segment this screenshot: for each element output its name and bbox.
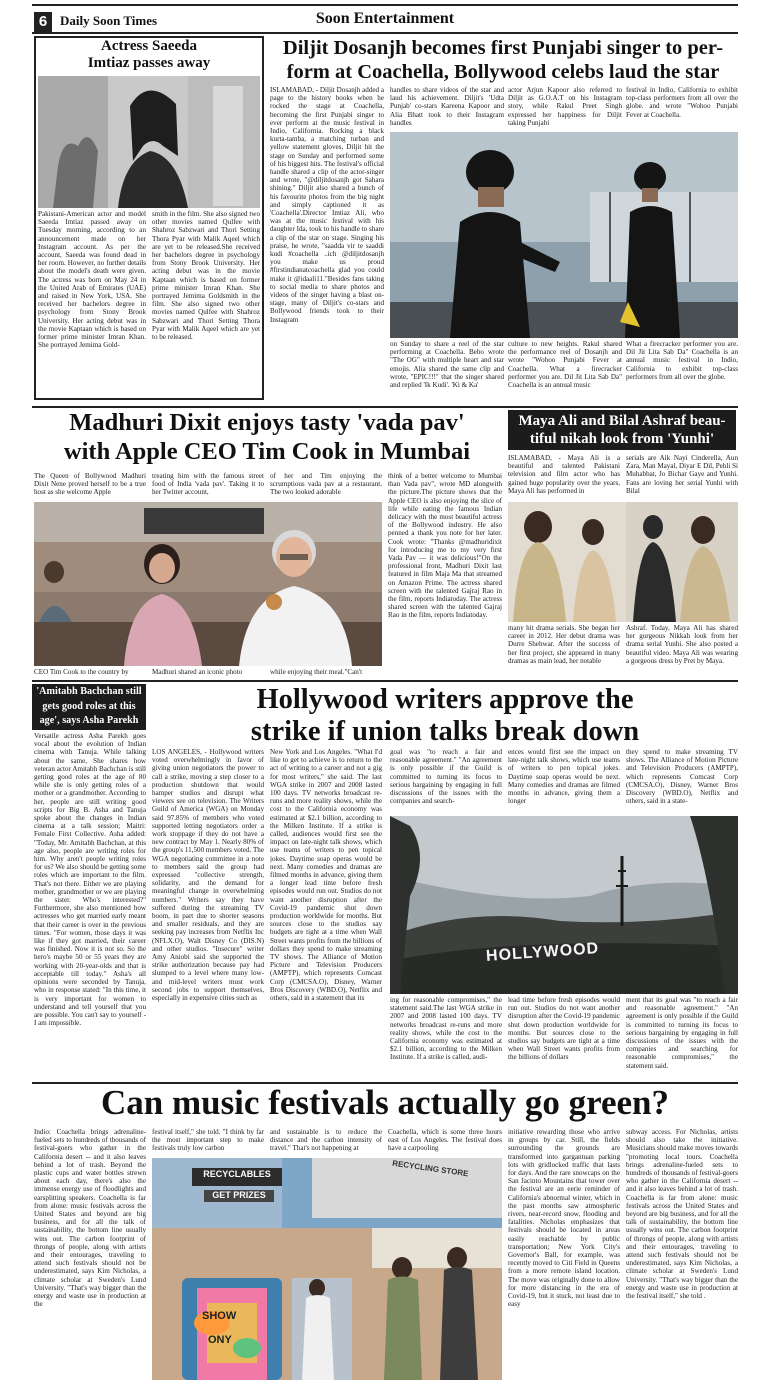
paper-name: Daily Soon Times xyxy=(60,13,158,28)
festivals-sign-get-prizes: GET PRIZES xyxy=(212,1190,266,1200)
diljit-headline xyxy=(268,36,738,84)
festivals-body-col6: subway access. For Nicholas, artists should also take the initiative. Musicians should make moves towards "promoting local tours. Coachella brings adrenaline-fueled sets to hundreds of thousands of festival-goers who gather in the California desert -- and it also leaves behind a lot of trash. Coachella is far from alone: music festivals across the United States and beyond are big business, and for all the talk of sustainability, the bottom line usually wins out. The carbon footprint of throngs of people, along with artists and their entourages, traveling to attend such festivals should not be underestimated, says Kim Nicholas, a climate scholar at Sweden's Lund University. "That's way bigger than the energy and waste use in production at the festival itself," she told . xyxy=(626,1128,738,1301)
festivals-body-col2-top: festival itself," she told. "I think by far the most important step to make festivals truly low carbon xyxy=(152,1128,264,1153)
madhuri-body-col3-bottom: while enjoying their meal."Can't xyxy=(270,668,363,676)
madhuri-photo xyxy=(34,502,382,666)
diljit-body-col1: ISLAMABAD, - Diljit Dosanjh added a page to the history books when he rocked the stage at Coachella, becoming the first Punjabi singer to ever perform at the music festival in Indio, California. Rocking a black kurta-tamba, a matching turban and yellow statement gloves, Diljit hit the stage on Sunday and performed some of his biggest hits. The festival's official handle shared a clip of the actor-singer and wrote, "@diljitdosanjh got Sahara shining." Diljit also shared a bunch of his favourite photos from the big night and simply captioned it as 'Coachella'.Director Imtiaz Ali, who was at the music festival with his daughter Ida, took to his handle to share a clip of the star on stage. Singing his praise, he wrote, "saadda vir te saaddi kudi #coachella ..ich @diljitdosanjh you make us proud #firstindianatcoachella glad you could make it @idaali11."Besides fans taking to social media to share photos and videos of the singer having a blast on-stage, many of Diljit's co-stars and Bollywood friends took to their Instagram xyxy=(270,86,384,324)
hollywood-body-col5-top: they spend to make streaming TV shows. The Alliance of Motion Picture and Television Producers (AMPTP), which represents Comcast Corp (CMCSA.O), Disney, Warner Bros Discovery (WBD.O), Netflix and others, said in a state- xyxy=(626,748,738,806)
maya-headline xyxy=(508,412,736,448)
hollywood-body-col4-bottom: lead time before fresh episodes would run out. Studios do not want another disruption after the Covid-19 pandemic shut down production worldwide for months. But sources close to the studios say budgets are tight at a time when Wall Street wants profits from the billions of dollars xyxy=(508,996,620,1062)
madhuri-body-col3-top: of her and Tim enjoying the scrumptious vada pav at a restaurant. The two looked adorable xyxy=(270,472,382,497)
hollywood-body-col2: New York and Los Angeles. "What I'd like to get to achieve is to return to the act of writing to a career and not a gig for most writers," she said. The last WGA strike in 2007 and 2008 lasted 100 days. TV networks broadcast re-runs and more reality shows, while the cost to the California economy was estimated at $2.1 billion, according to the Milken Institute. If a strike is called, audiences would first see the impact on late-night talk shows, which use teams of writers to pen topical jokes. Daytime soap operas would be next. Many comedies and dramas are filmed months in advance, giving them a longer lead time before fresh episodes would run out. Studios do not want another disruption after the Covid-19 pandemic shut down production worldwide for months. But sources close to the studios say budgets are tight at a time when Wall Street wants profits from the billions of dollars they spend to make streaming TV shows. The Alliance of Motion Picture and Television Producers (AMPTP), which represents Comcast Corp (CMCSA.O), Disney, Warner Bros Discovery (WBD.O), Netflix and others, said in a statement that its xyxy=(270,748,382,1003)
madhuri-body-col4: think of a better welcome to Mumbai than Vada pav", wrote MD alongwith the picture.The picture shows that the Apple CEO is also enjoying the slice of life while eating the famous Indian delicacy with the most beautiful actress of the Bollywood industry. He also penned a thank you note for her later. Cook wrote: "Thanks @madhuridixit for introducing me to my very first Vada Pav — it was delicious!"On the professional front, Madhuri Dixit last featured in film Maja Ma that streamed on Amazon Prime. The actress shared screen with the talented Gajraj Rao in the film, reports Indiatoday. The actress shared screen with the talented Gajraj Rao in the film, reports Indiatoday. xyxy=(388,472,502,620)
row2-divider xyxy=(32,680,738,682)
festivals-sign-show: SHOW xyxy=(202,1310,237,1322)
maya-headline-line1: Maya Ali and Bilal Ashraf beau- xyxy=(518,413,726,429)
amitabh-headline xyxy=(32,685,146,729)
hollywood-headline-line2: strike if union talks break down xyxy=(250,716,640,747)
madhuri-headline-line1: Madhuri Dixit enjoys tasty 'vada pav' xyxy=(69,409,465,436)
festivals-body-col4-top: Coachella, which is some three hours east of Los Angeles. The festival does have a carpooling xyxy=(388,1128,502,1153)
saeeda-headline xyxy=(36,38,262,72)
festivals-headline: Can music festivals actually go green? xyxy=(100,1083,670,1122)
maya-body-col1-top: ISLAMABAD, - Maya Ali is a beautiful and talented Pakistani television and film actor who has gained huge popularity over the years, Maya Ali has performed in xyxy=(508,454,620,495)
maya-photo xyxy=(508,502,738,622)
amitabh-headline-line2: gets good roles at this xyxy=(42,700,136,712)
maya-headline-line2: tiful nikah look from 'Yunhi' xyxy=(529,431,715,447)
diljit-body-col3-bottom: culture to new heights. Rakul shared the performance reel of Dosanjh and wrote "Wohoo Punjabi Fever at Coachella. What a firecracker performer you are. Dil Jit Lita Sab Da" Coachella is an annual music xyxy=(508,340,622,390)
maya-body-col2-bottom: Ashraf. Today, Maya Ali has shared her gorgeous Nikkah look from her drama serial Yunhi. She also posted a beautiful video. Maya Ali was wearing a gorgeous dress by Pret by Maya. xyxy=(626,624,738,665)
amitabh-headline-line3: age', says Asha Parekh xyxy=(39,715,139,726)
hollywood-body-col4-top: ences would first see the impact on late-night talk shows, which use teams of writers to pen topical jokes. Daytime soap operas would be next. Many comedies and dramas are filmed months in advance, giving them a longer xyxy=(508,748,620,806)
diljit-body-col2-bottom: on Sunday to share a reel of the star performing at Coachella. Bebo wrote "The OG" with multiple heart and star emojis. Alia shared the same clip and wrote, "EPIC!!!" that the singer shared and replied 'Ik Kudi'. 'Ki & Ka' xyxy=(390,340,504,390)
hollywood-body-col3-top: goal was "to reach a fair and reasonable agreement." "An agreement is only possible if the Guild is committed to turning its focus to serious bargaining by engaging in full discussions of the issues with the companies and search- xyxy=(390,748,502,806)
section-title: Soon Entertainment xyxy=(315,10,455,27)
madhuri-body-col1-bottom: CEO Tim Cook to the country by xyxy=(34,668,129,676)
madhuri-body-col2-top: treating him with the famous street food of India 'vada pav'. Taking it to her Twitter account, xyxy=(152,472,264,497)
amitabh-headline-line1: 'Amitabh Bachchan still xyxy=(36,686,142,697)
saeeda-body-col2: smith in the film. She also signed two other movies named Qulfee with Shahroz Sabzwari and Thori Setting Thora Pyar with Malik Aqeel which are yet to be released.She received her bachelors degree in psychology from Stony Brook University. Her acting debut was in the movie Kaptaan which is based on former prime minister Imran Khan. She portrayed Jemima Goldsmith in the film. She also signed two other movies named Qulfee with Shahroz Sabzwari and Thori Setting Thora Pyar with Malik Aqeel which are yet to be released. xyxy=(152,210,260,342)
hollywood-headline xyxy=(152,684,738,748)
madhuri-body-col1-top: The Queen of Bollywood Madhuri Dixit Nene proved herself to be a true host as she welcome Apple xyxy=(34,472,146,497)
maya-body-col1-bottom: many hit drama serials. She began her career in 2012. Her debut drama was Durre Shehwar. After the success of her first project, she appeared in many dramas as main lead, her notable xyxy=(508,624,620,665)
madhuri-headline-line2: with Apple CEO Tim Cook in Mumbai xyxy=(63,438,471,465)
saeeda-photo xyxy=(38,76,260,208)
hollywood-body-col3-bottom: ing for reasonable compromises," the statement said.The last WGA strike in 2007 and 2008 lasted 100 days. TV networks broadcast re-runs and more reality shows, while the cost to the California economy was estimated at $2.1 billion, according to the Milken Institute. If a strike is called, audi- xyxy=(390,996,502,1062)
diljit-body-col3-top: actor Arjun Kapoor also referred to Diljit as G.O.A.T on his Instagram story, while Rakul Preet Singh expressed her happiness for Diljit taking Punjabi xyxy=(508,86,622,127)
page-number-badge: 6 xyxy=(34,12,52,32)
festivals-body-col1: Indio: Coachella brings adrenaline-fueled sets to hundreds of thousands of festival-goers who gather in the California desert -- and it also leaves behind a lot of trash. Beyond the plastic cups and water bottles strewn about each day, there's also the immense energy use of floodlights and earsplitting speakers. Coachella is far from alone: music festivals across the United States and beyond are big business, and for all the talk of sustainability, the bottom line usually wins out. The carbon footprint of throngs of people, along with artists and their entourages, traveling to attend such festivals should not be underestimated, says Kim Nicholas, a climate scholar at Sweden's Lund University. "That's way bigger than the energy and waste use in production at the xyxy=(34,1128,146,1309)
festivals-sign-recycling-store: RECYCLING STORE xyxy=(391,1158,470,1179)
hollywood-sign-photo xyxy=(390,816,738,994)
hollywood-body-col5-bottom: ment that its goal was "to reach a fair and reasonable agreement." "An agreement is only possible if the Guild is committed to turning its focus to serious bargaining by engaging in full discussions of the issues with the companies and searching for reasonable compromises," the statement said. xyxy=(626,996,738,1070)
festivals-photo xyxy=(152,1158,502,1380)
hollywood-sign-text: HOLLYWOOD xyxy=(485,940,600,965)
header-bottom-rule xyxy=(32,32,738,34)
festivals-body-col3-top: and sustainable is to reduce the distance and the carbon intensity of travel." That's not happening at xyxy=(270,1128,382,1153)
diljit-body-col4-top: festival in Indio, California to exhibit top-class performers from all over the globe. and wrote "Wohoo Punjabi Fever at Coachella. xyxy=(626,86,738,119)
hollywood-headline-line1: Hollywood writers approve the xyxy=(256,684,634,715)
saeeda-headline-line2: Imtiaz passes away xyxy=(87,55,211,71)
diljit-headline-line2: form at Coachella, Bollywood celebs laud the star xyxy=(286,61,720,83)
diljit-body-col2-top: handles to share videos of the star and laud his achievement. Diljit's 'Udta Punjab' co-stars Kareena Kapoor and Alia Bhatt took to their Instagram handles xyxy=(390,86,504,127)
diljit-headline-line1: Diljit Dosanjh becomes first Punjabi singer to per- xyxy=(282,37,724,59)
festivals-body-col5: initiative rewarding those who arrive in groups by car. Still, the fields surrounding the grounds are transformed into gargantuan parking lots with gridlocked traffic that lasts for days. And the rare snowcaps on the San Jacinto Mountains that tower over the festival are an eerie reminder of California's abnormal winter, which in the past months saw atmospheric rivers, near-record snow, flooding and fatalities. Nicholas emphasizes that festivals should be located in areas easily reachable by public transportation; New York City's Governor's Ball, for example, was recently moved to Citi Field in Queens from a more remote island location. The move was originally done to allow for more distancing in the era of Covid-19, but it stuck, not least due to easy xyxy=(508,1128,620,1309)
maya-body-col2-top: serials are Aik Nayi Cinderella, Aun Zara, Man Mayal, Diyar E Dil, Pehli Si Muhabbat, Jo Bichar Gaye and Yunhi. Fans are loving her serial Yunhi with Bilal xyxy=(626,454,738,495)
diljit-body-col4-bottom: What a firecracker performer you are. Dil Jit Lita Sab Da" Coachella is an annual music festival in Indio, California to exhibit top-class performers from all over the globe. xyxy=(626,340,738,381)
festivals-sign-ony: ONY xyxy=(208,1334,232,1346)
hollywood-body-col1: LOS ANGELES, - Hollywood writers voted overwhelmingly in favor of giving union negotiators the power to call a strike, moving a step closer to a production shutdown that would hamper studios and disrupt what viewers see on television. The Writers Guild of America (WGA) on Monday said 97.85% of members who voted supported letting negotiators order a work stoppage if they do not have a new contract by May 1. Nearly 80% of the group's 11,500 members voted. The WGA negotiating committee in a note to members said the group had expressed "collective strength, solidarity, and the demand for meaningful change in overwhelming numbers." Writers say they have suffered during the streaming TV boom, in part due to shorter seasons and smaller residuals, and they are seeking pay increases from Netflix Inc (NFLX.O), Walt Disney Co (DIS.N) and other studios. "Insecure" writer Amy Aniobi said she supported the strike authorization because pay had slumped to a level where many low- and mid-level writers must work second jobs to support themselves, especially in expensive cities such as xyxy=(152,748,264,1003)
amitabh-body: Versatile actress Asha Parekh goes vocal about the evolution of Indian cinema with Tanuja. While talking about the same, She shares how veteran actor Amitabh Bachchan is still getting good roles at the age of 80 while she is only getting roles of a mother or a grandmother. According to her, people are still writing good scripts for Big B. Asha and Tanuja spoke about the changes in Indian cinema at a talk session; Maitri: Female First Collective. Asha added: "Today, Mr. Amitabh Bachchan, at this age also, people are writing roles for him. Why aren't people writing roles for us? We also should be getting some roles which are important to the film. That's not there. Either we are playing mother, grandmother or we are playing the sister. Who's interested?" Furthermore, she also mentioned how actresses who get married early meant that their career is over in the previous times. "For women, those days it was like if they got married, their career was finished. Now it is not so. So the hero's maybe 50 or 55 years they are working with 20-year-olds and that is acceptable till today." Asha's all opinions were seconded by Tanuja, who in response stated: "In this time, it is very important for women to understand and tell yourself that you are possible. You can't say to yourself - I am impossible. xyxy=(34,732,146,1028)
saeeda-headline-line1: Actress Saeeda xyxy=(101,38,197,54)
header-top-rule xyxy=(32,4,738,6)
madhuri-headline xyxy=(32,408,502,466)
diljit-photo xyxy=(390,132,738,338)
saeeda-body-col1: Pakistani-American actor and model Saeeda Imtiaz passed away on Tuesday morning, according to an announcement made on her Instagram account. As per the account, Saeeda was found dead in her room. However, no further details about the model's death were given. The actress was born on May 24 in the United Arab of Emirates (UAE) and raised in New York, USA. She received her bachelors degree in psychology from Stony Brook University. Her acting debut was in the movie Kaptaan which is based on former prime minister Imran Khan. She portrayed Jemima Gold- xyxy=(38,210,146,350)
festivals-sign-recyclables: RECYCLABLES xyxy=(203,1169,271,1179)
madhuri-body-col2-bottom: Madhuri shared an iconic photo xyxy=(152,668,243,676)
